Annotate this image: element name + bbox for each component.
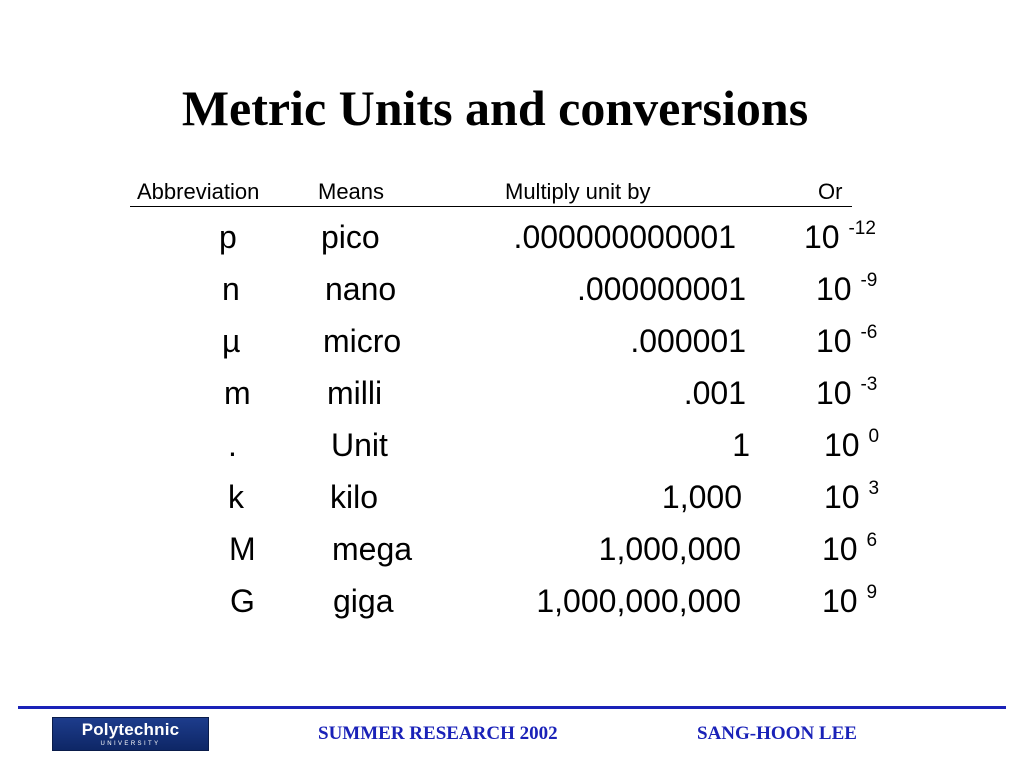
multiplier-cell: 1,000 bbox=[661, 479, 742, 515]
header-underline bbox=[130, 206, 852, 207]
name-cell: mega bbox=[332, 531, 413, 567]
power-exponent: -9 bbox=[860, 270, 878, 291]
abbreviation-cell: n bbox=[222, 271, 240, 307]
power-cell bbox=[816, 266, 877, 312]
footer-event: SUMMER RESEARCH 2002 bbox=[318, 723, 558, 744]
power-cell bbox=[816, 370, 877, 416]
name-cell: micro bbox=[323, 323, 402, 359]
name-cell: pico bbox=[321, 219, 380, 255]
power-exponent: -6 bbox=[860, 322, 878, 343]
table-row bbox=[0, 214, 1024, 260]
name-cell: giga bbox=[333, 583, 394, 619]
abbreviation-cell: k bbox=[228, 479, 244, 515]
table-row bbox=[0, 474, 1024, 520]
table-row bbox=[0, 318, 1024, 364]
multiplier-cell: .000000000001 bbox=[513, 219, 736, 255]
power-base: 10 bbox=[822, 531, 858, 567]
name-cell: Unit bbox=[331, 427, 388, 463]
name-cell: nano bbox=[325, 271, 397, 307]
power-exponent: 0 bbox=[868, 426, 880, 447]
power-base: 10 bbox=[824, 479, 860, 515]
abbreviation-cell: G bbox=[230, 583, 255, 619]
table-row bbox=[0, 526, 1024, 572]
name-cell: kilo bbox=[330, 479, 379, 515]
polytechnic-logo bbox=[52, 717, 209, 751]
multiplier-cell: 1,000,000 bbox=[598, 531, 741, 567]
multiplier-cell: 1 bbox=[732, 427, 750, 463]
abbreviation-cell: µ bbox=[222, 323, 241, 359]
name-cell: milli bbox=[327, 375, 383, 411]
multiplier-cell: .000000001 bbox=[576, 271, 746, 307]
power-cell bbox=[824, 422, 879, 468]
power-cell bbox=[816, 318, 877, 364]
power-base: 10 bbox=[822, 583, 858, 619]
power-base: 10 bbox=[824, 427, 860, 463]
footer-divider bbox=[18, 706, 1006, 709]
power-cell bbox=[822, 526, 877, 572]
power-exponent: -12 bbox=[848, 218, 876, 239]
power-exponent: -3 bbox=[860, 374, 878, 395]
multiplier-cell: .000001 bbox=[630, 323, 746, 359]
abbreviation-cell: . bbox=[228, 427, 237, 463]
table-row bbox=[0, 266, 1024, 312]
table-row bbox=[0, 422, 1024, 468]
power-base: 10 bbox=[816, 271, 852, 307]
logo-name: Polytechnic bbox=[81, 720, 180, 739]
table-row bbox=[0, 370, 1024, 416]
header-multiply: Multiply unit by bbox=[505, 179, 651, 204]
table-row bbox=[0, 578, 1024, 624]
power-exponent: 6 bbox=[866, 530, 878, 551]
power-cell bbox=[822, 578, 877, 624]
power-exponent: 9 bbox=[866, 582, 878, 603]
power-exponent: 3 bbox=[868, 478, 880, 499]
footer-author: SANG-HOON LEE bbox=[697, 723, 857, 744]
logo-subtitle: UNIVERSITY bbox=[100, 741, 161, 747]
power-base: 10 bbox=[804, 219, 840, 255]
abbreviation-cell: p bbox=[219, 219, 237, 255]
abbreviation-cell: m bbox=[224, 375, 251, 411]
multiplier-cell: 1,000,000,000 bbox=[536, 583, 741, 619]
power-cell bbox=[804, 214, 876, 260]
power-cell bbox=[824, 474, 879, 520]
power-base: 10 bbox=[816, 323, 852, 359]
header-means: Means bbox=[318, 179, 385, 204]
multiplier-cell: .001 bbox=[683, 375, 746, 411]
header-or: Or bbox=[818, 179, 843, 204]
slide-title: Metric Units and conversions bbox=[181, 80, 809, 136]
power-base: 10 bbox=[816, 375, 852, 411]
abbreviation-cell: M bbox=[229, 531, 256, 567]
header-abbreviation: Abbreviation bbox=[137, 179, 260, 204]
